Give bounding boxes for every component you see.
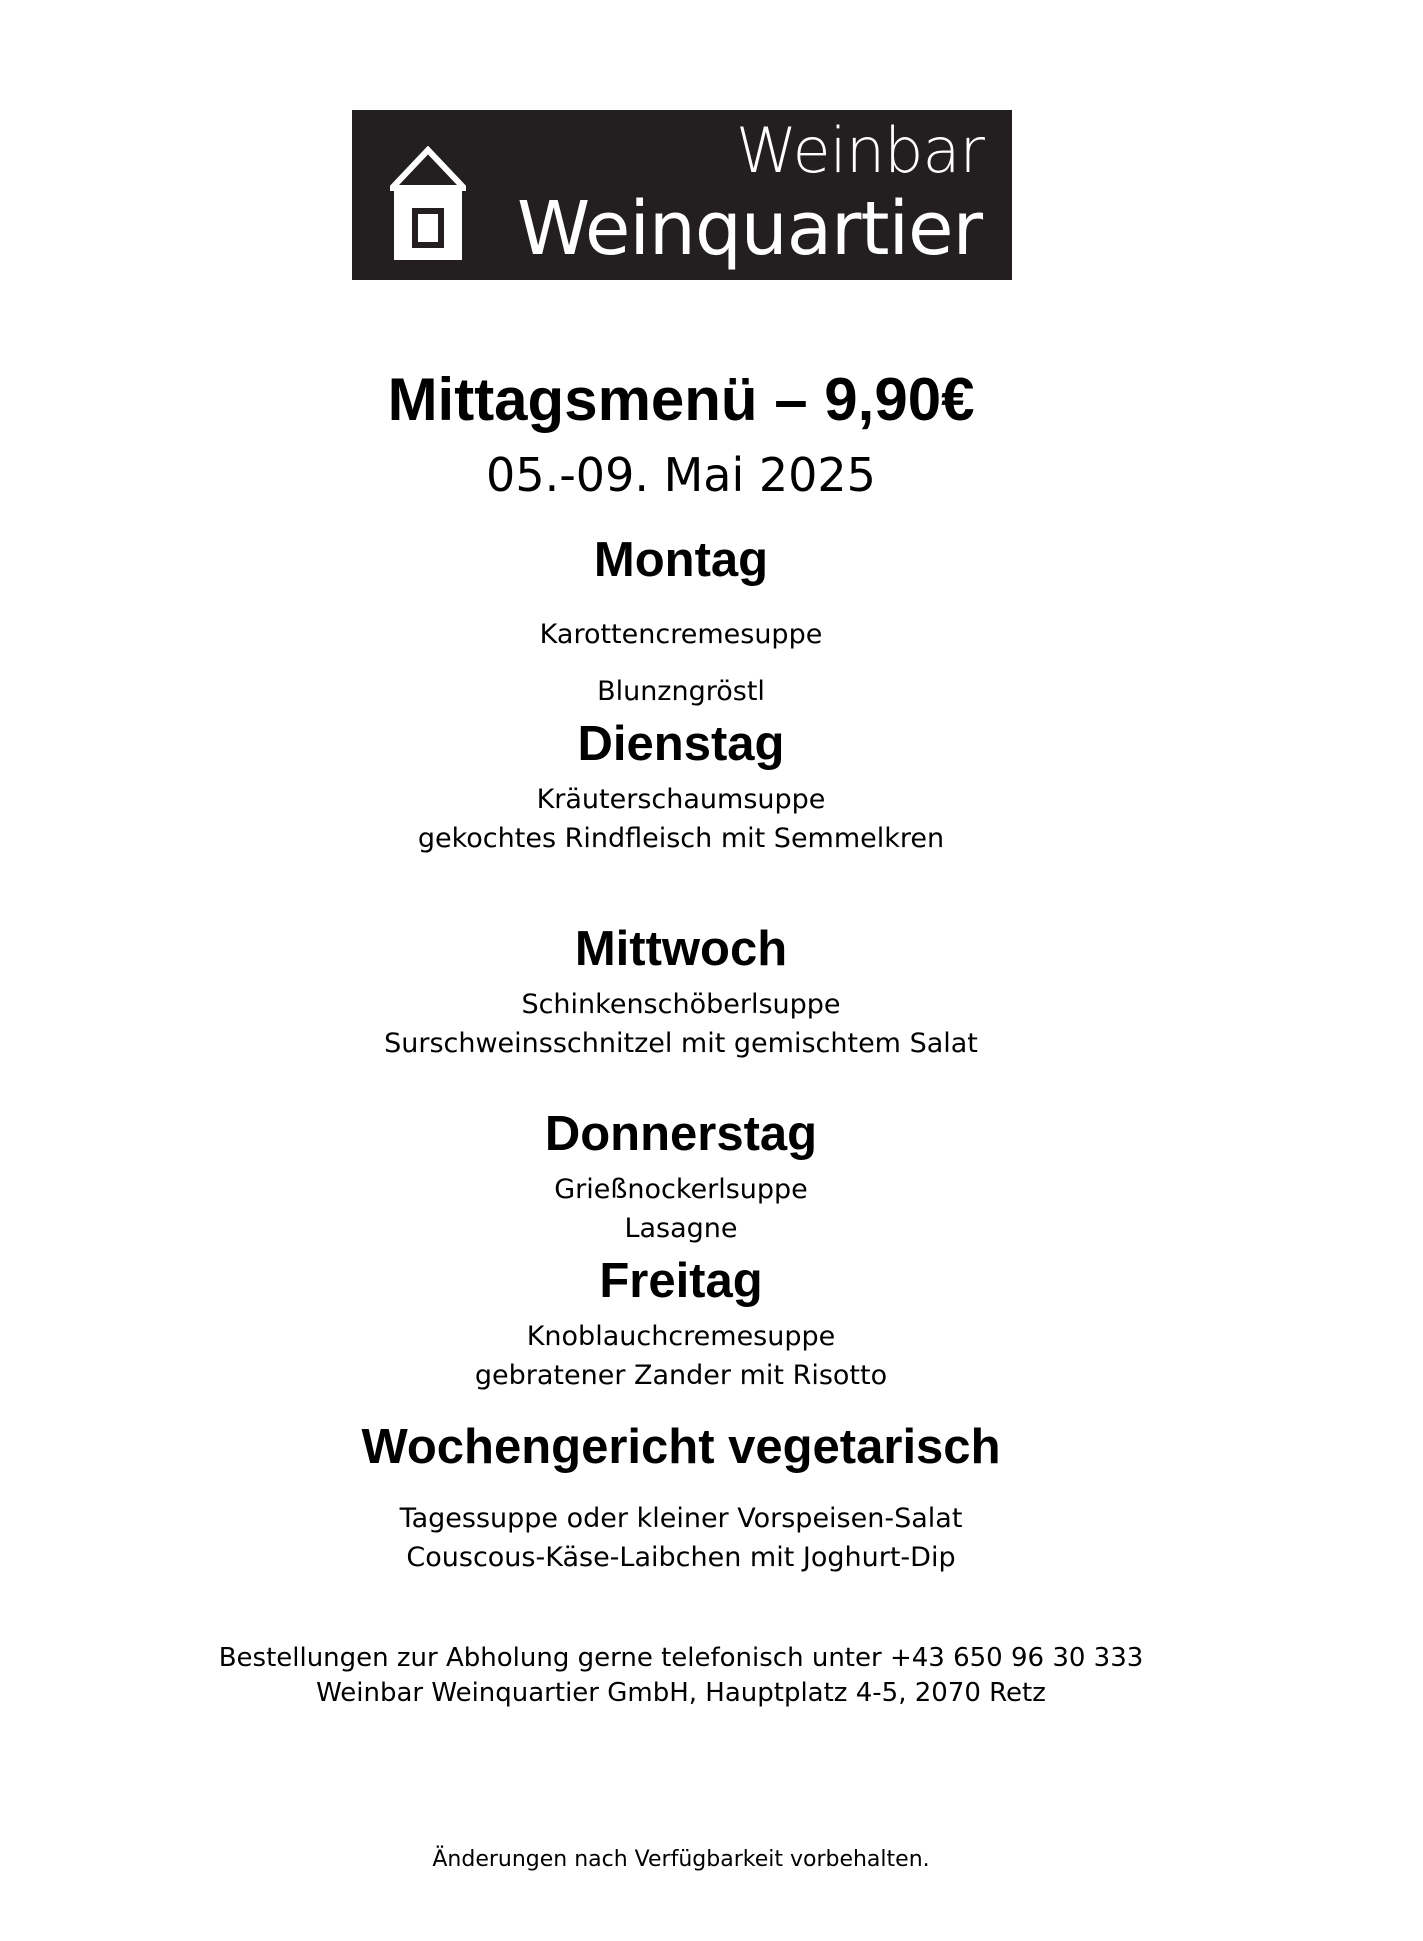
day-heading-dienstag: Dienstag xyxy=(577,717,785,771)
day-heading-freitag: Freitag xyxy=(599,1254,763,1308)
dish-freitag-soup: Knoblauchcremesuppe xyxy=(526,1321,836,1352)
dish-montag-soup: Karottencremesuppe xyxy=(539,619,823,650)
logo-text-weinbar: Weinbar xyxy=(735,114,984,187)
dish-vegetarian-starter: Tagessuppe oder kleiner Vorspeisen-Salat xyxy=(399,1503,963,1534)
dish-dienstag-soup: Kräuterschaumsuppe xyxy=(536,784,826,815)
logo xyxy=(352,110,1012,280)
house-icon xyxy=(390,146,466,264)
dish-mittwoch-soup: Schinkenschöberlsuppe xyxy=(521,989,841,1020)
order-info: Bestellungen zur Abholung gerne telefonisch unter +43 650 96 30 333 xyxy=(218,1643,1144,1673)
day-heading-montag: Montag xyxy=(593,533,769,587)
date-range: 05.-09. Mai 2025 xyxy=(486,448,876,502)
disclaimer: Änderungen nach Verfügbarkeit vorbehalten. xyxy=(432,1847,930,1872)
dish-dienstag-main: gekochtes Rindfleisch mit Semmelkren xyxy=(417,823,945,854)
dish-montag-main: Blunzngröstl xyxy=(597,676,765,707)
vegetarian-heading: Wochengericht vegetarisch xyxy=(361,1420,1001,1474)
dish-mittwoch-main: Surschweinsschnitzel mit gemischtem Salat xyxy=(384,1028,978,1059)
address: Weinbar Weinquartier GmbH, Hauptplatz 4-5, 2070 Retz xyxy=(316,1678,1046,1708)
dish-donnerstag-main: Lasagne xyxy=(624,1213,738,1244)
day-heading-donnerstag: Donnerstag xyxy=(544,1107,818,1161)
dish-vegetarian-main: Couscous-Käse-Laibchen mit Joghurt-Dip xyxy=(406,1542,956,1573)
dish-freitag-main: gebratener Zander mit Risotto xyxy=(474,1360,888,1391)
day-heading-mittwoch: Mittwoch xyxy=(574,922,788,976)
logo-text-weinquartier: Weinquartier xyxy=(517,186,982,272)
dish-donnerstag-soup: Grießnockerlsuppe xyxy=(554,1174,808,1205)
page-title: Mittagsmenü – 9,90€ xyxy=(387,366,975,433)
